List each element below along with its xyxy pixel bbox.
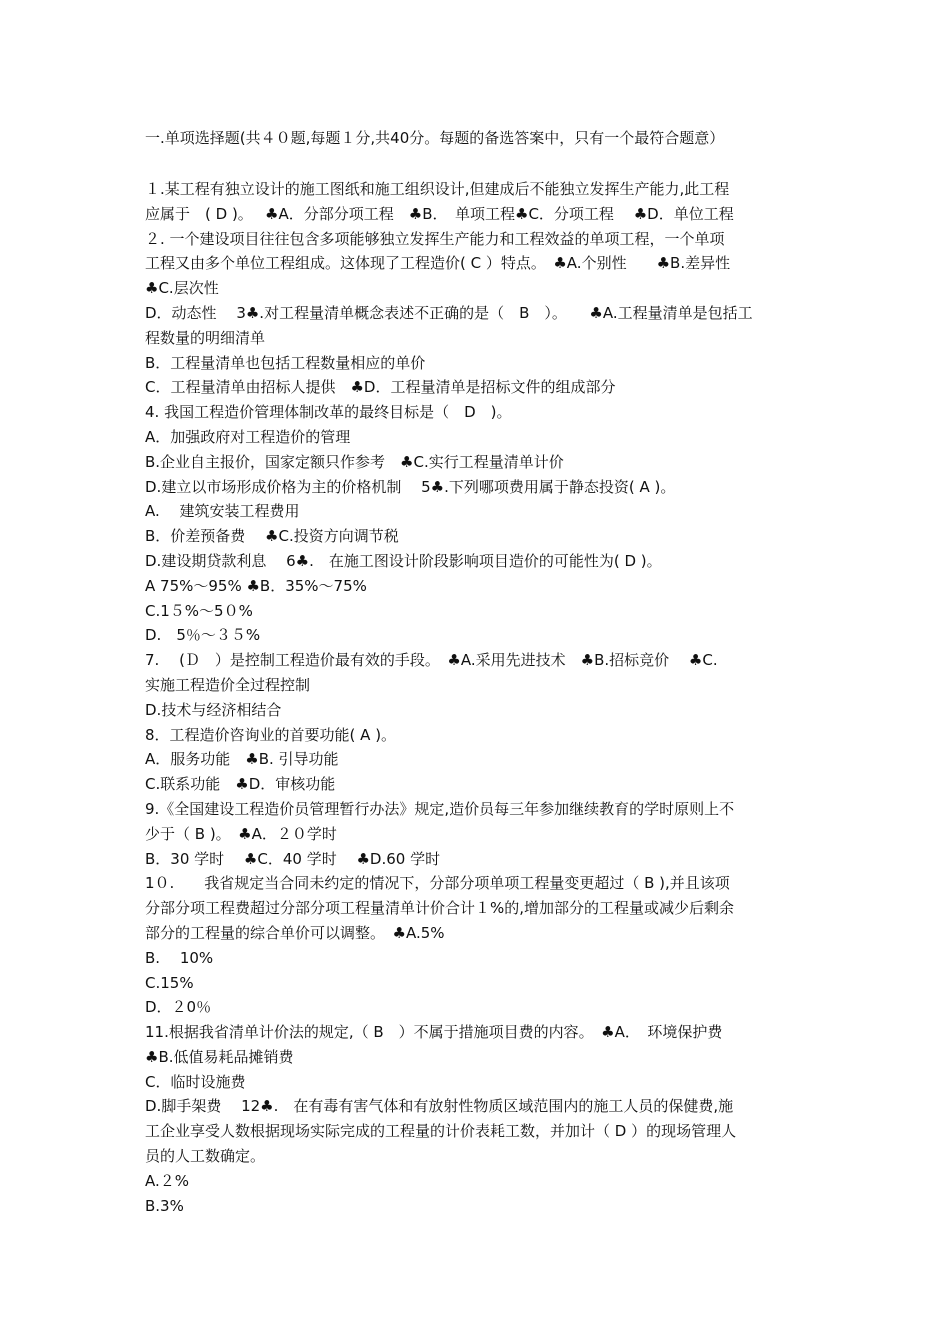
section-heading: 一.单项选择题(共４０题,每题１分,共40分。每题的备选答案中，只有一个最符合题意） bbox=[145, 129, 725, 147]
text-line: 分部分项工程费超过分部分项工程量清单计价合计１%的,增加部分的工程量或减少后剩余 bbox=[145, 899, 735, 918]
text-line: ２. 一个建设项目往往包含多项能够独立发挥生产能力和工程效益的单项工程，一个单项 bbox=[145, 229, 725, 248]
text-line: D.建立以市场形成价格为主的价格机制 5♣.下列哪项费用属于静态投资( A )。 bbox=[145, 477, 676, 496]
text-line: D. 5％～３５% bbox=[145, 626, 261, 645]
text-line: 实施工程造价全过程控制 bbox=[145, 675, 311, 694]
text-line: 程数量的明细清单 bbox=[145, 328, 266, 347]
text-line: A．服务功能 ♣B. 引导功能 bbox=[145, 750, 339, 769]
text-line: 应属于 ( D )。 ♣A．分部分项工程 ♣B． 单项工程♣C．分项工程 ♣D．单位工程 bbox=[145, 204, 734, 223]
text-line: 8．工程造价咨询业的首要功能( A )。 bbox=[145, 725, 397, 744]
text-line: 9.《全国建设工程造价员管理暂行办法》规定,造价员每三年参加继续教育的学时原则上不 bbox=[145, 799, 735, 818]
text-line: A．加强政府对工程造价的管理 bbox=[145, 427, 351, 446]
text-line: A 75%～95% ♣B．35%～75% bbox=[145, 576, 367, 595]
text-line: D.脚手架费 12♣. 在有毒有害气体和有放射性物质区域范围内的施工人员的保健费,施 bbox=[145, 1097, 734, 1116]
text-line: 4. 我国工程造价管理体制改革的最终目标是（ D )。 bbox=[145, 403, 512, 422]
text-line: B．工程量清单也包括工程数量相应的单价 bbox=[145, 353, 426, 372]
text-line: 工企业享受人数根据现场实际完成的工程量的计价表耗工数，并加计（ D ）的现场管理人 bbox=[145, 1122, 737, 1141]
text-line: D．动态性 3♣.对工程量清单概念表述不正确的是（ B ）。 ♣A.工程量清单是包括工 bbox=[145, 303, 753, 322]
text-line: D.技术与经济相结合 bbox=[145, 700, 282, 719]
text-line: B．价差预备费 ♣C.投资方向调节税 bbox=[145, 527, 399, 546]
text-line: 少于（ B )。 ♣A．２０学时 bbox=[145, 824, 337, 843]
question-body bbox=[145, 177, 810, 1218]
text-line: 11.根据我省清单计价法的规定,（ B ）不属于措施项目费的内容。 ♣A． 环境保护费 bbox=[145, 1023, 723, 1042]
text-line: D．２0％ bbox=[145, 998, 212, 1017]
text-line: C．工程量清单由招标人提供 ♣D．工程量清单是招标文件的组成部分 bbox=[145, 378, 616, 397]
text-line: B.企业自主报价，国家定额只作参考 ♣C.实行工程量清单计价 bbox=[145, 452, 564, 471]
text-line: C.联系功能 ♣D．审核功能 bbox=[145, 775, 336, 794]
text-line: A. 建筑安装工程费用 bbox=[145, 502, 300, 521]
text-line: A.２% bbox=[145, 1171, 190, 1190]
text-line: 员的人工数确定。 bbox=[145, 1147, 266, 1166]
text-line: C.15% bbox=[145, 973, 194, 992]
text-line: ♣C.层次性 bbox=[145, 279, 219, 298]
text-line: 7. (Ｄ ）是控制工程造价最有效的手段。 ♣A.采用先进技术 ♣B.招标竞价 ♣C. bbox=[145, 651, 718, 670]
text-line: D.建设期贷款利息 6♣. 在施工图设计阶段影响项目造价的可能性为( D )。 bbox=[145, 551, 662, 570]
text-line: 1０. 我省规定当合同未约定的情况下，分部分项单项工程量变更超过（ B ),并且该项 bbox=[145, 874, 730, 893]
text-line: １.某工程有独立设计的施工图纸和施工组织设计,但建成后不能独立发挥生产能力,此工程 bbox=[145, 180, 730, 198]
text-line: B.3% bbox=[145, 1196, 184, 1215]
text-line: C．临时设施费 bbox=[145, 1072, 246, 1091]
text-line: B．30 学时 ♣C．40 学时 ♣D.60 学时 bbox=[145, 849, 441, 868]
text-line: 工程又由多个单位工程组成。这体现了工程造价( C ）特点。 ♣A.个别性 ♣B.差异性 bbox=[145, 254, 731, 273]
text-line: B. 10% bbox=[145, 948, 214, 967]
text-line: ♣B.低值易耗品摊销费 bbox=[145, 1047, 294, 1066]
text-line: 部分的工程量的综合单价可以调整。 ♣A.5% bbox=[145, 923, 445, 942]
text-line: C.1５%～5０% bbox=[145, 601, 253, 620]
